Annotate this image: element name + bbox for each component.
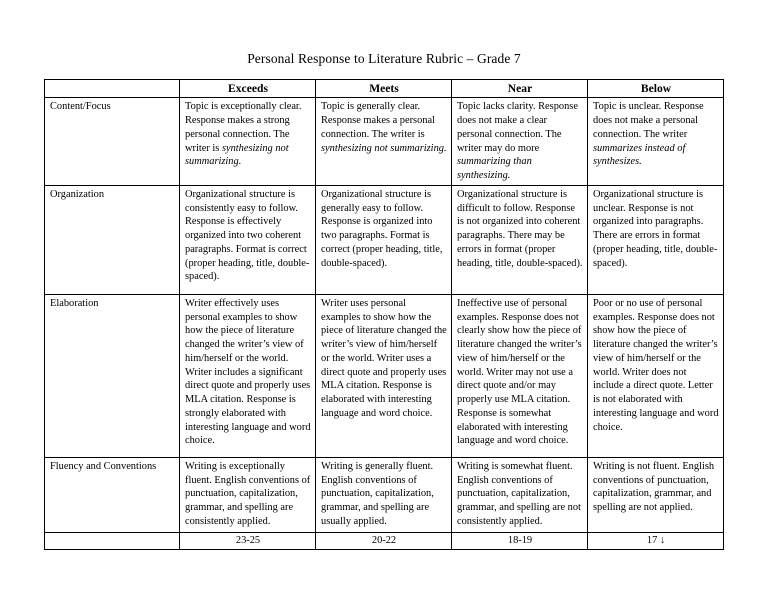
column-header-criterion	[45, 80, 180, 98]
cell-content-focus-near	[452, 98, 588, 185]
table-row	[45, 98, 724, 185]
score-range-near: 18-19	[452, 532, 588, 549]
cell-text-plain: Writer uses personal examples to show how the piece of literature changed the writer’s view of him/herself or the world. Writer uses a direct quote and properly uses MLA citation. Response is elaborated with interesting language and word choice.	[321, 297, 447, 419]
criterion-label-content-focus: Content/Focus	[45, 98, 180, 185]
criterion-label-elaboration: Elaboration	[45, 294, 180, 457]
cell-text-plain: Topic lacks clarity. Response does not make a clear personal connection. The writer may do more	[457, 101, 578, 154]
cell-organization-below	[588, 185, 724, 294]
cell-text-plain: Writing is exceptionally fluent. English conventions of punctuation, capitalization, grammar, and spelling are consistently applied.	[185, 460, 311, 527]
score-range-row	[45, 532, 724, 549]
cell-organization-exceeds	[180, 185, 316, 294]
cell-text-plain: Topic is unclear. Response does not make a personal connection. The writer	[593, 101, 704, 140]
cell-text-italic: summarizes instead of synthesizes.	[593, 142, 686, 168]
cell-elaboration-near	[452, 294, 588, 457]
cell-text-italic: synthesizing not summarizing.	[321, 142, 447, 154]
cell-content-focus-exceeds	[180, 98, 316, 185]
cell-fluency-near	[452, 457, 588, 532]
cell-text-plain: Organizational structure is difficult to follow. Response is not organized into coherent paragraphs. There may be errors in format (proper heading, title, double-spaced).	[457, 188, 583, 269]
column-header-below: Below	[588, 80, 724, 98]
cell-content-focus-below	[588, 98, 724, 185]
score-range-exceeds: 23-25	[180, 532, 316, 549]
cell-text-plain: Topic is generally clear. Response makes a personal connection. The writer is	[321, 101, 435, 140]
cell-fluency-meets	[316, 457, 452, 532]
criterion-label-fluency-and-conventions: Fluency and Conventions	[45, 457, 180, 532]
cell-text-plain: Organizational structure is consistently easy to follow. Response is effectively organized into two coherent paragraphs. Format is correct (proper heading, title, double-spaced).	[185, 188, 310, 283]
cell-fluency-below	[588, 457, 724, 532]
cell-elaboration-exceeds	[180, 294, 316, 457]
table-row	[45, 294, 724, 457]
cell-organization-meets	[316, 185, 452, 294]
page-title: Personal Response to Literature Rubric – Grade 7	[247, 51, 521, 66]
cell-text-plain: Writing is generally fluent. English conventions of punctuation, capitalization, grammar, and spelling are usually applied.	[321, 460, 434, 527]
cell-text-plain: Ineffective use of personal examples. Response does not clearly show how the piece of literature changed the writer’s view of him/herself or the world. Writer may not use a direct quote and/or may properly use MLA citation. Response is somewhat elaborated with interesting language and word choice.	[457, 297, 582, 447]
cell-text-plain: Writing is somewhat fluent. English conventions of punctuation, capitalization, grammar, and spelling are not consistently applied.	[457, 460, 581, 527]
cell-text-plain: Organizational structure is generally easy to follow. Response is organized into two paragraphs. Format is correct (proper heading, title, double-spaced).	[321, 188, 443, 269]
cell-text-plain: Poor or no use of personal examples. Response does not show how the piece of literature changed the writer’s view of him/herself or the world. Writer does not include a direct quote. Letter is not elaborated with interesting language and word choice.	[593, 297, 719, 433]
score-range-meets: 20-22	[316, 532, 452, 549]
cell-text-italic: synthesizing not summarizing.	[185, 142, 289, 168]
cell-fluency-exceeds	[180, 457, 316, 532]
cell-elaboration-below	[588, 294, 724, 457]
cell-content-focus-meets	[316, 98, 452, 185]
table-header-row	[45, 80, 724, 98]
cell-elaboration-meets	[316, 294, 452, 457]
table-row	[45, 185, 724, 294]
criterion-label-organization: Organization	[45, 185, 180, 294]
cell-text-italic: summarizing than synthesizing.	[457, 156, 532, 182]
score-range-below: 17 ↓	[588, 532, 724, 549]
cell-text-plain: Organizational structure is unclear. Response is not organized into paragraphs. There are errors in format (proper heading, title, double-spaced).	[593, 188, 718, 269]
cell-text-plain: Writing is not fluent. English conventions of punctuation, capitalization, grammar, and spelling are not applied.	[593, 460, 715, 514]
cell-text-plain: Topic is exceptionally clear. Response makes a strong personal connection. The writer is	[185, 101, 302, 154]
cell-text-plain: Writer effectively uses personal examples to show how the piece of literature changed the writer’s view of him/herself or the world. Writer includes a significant direct quote and properly uses MLA citation. Response is strongly elaborated with interesting language and word choice.	[185, 297, 311, 447]
column-header-near: Near	[452, 80, 588, 98]
rubric-table	[44, 79, 724, 549]
table-row	[45, 457, 724, 532]
column-header-meets: Meets	[316, 80, 452, 98]
score-label-blank	[45, 532, 180, 549]
cell-organization-near	[452, 185, 588, 294]
column-header-exceeds: Exceeds	[180, 80, 316, 98]
